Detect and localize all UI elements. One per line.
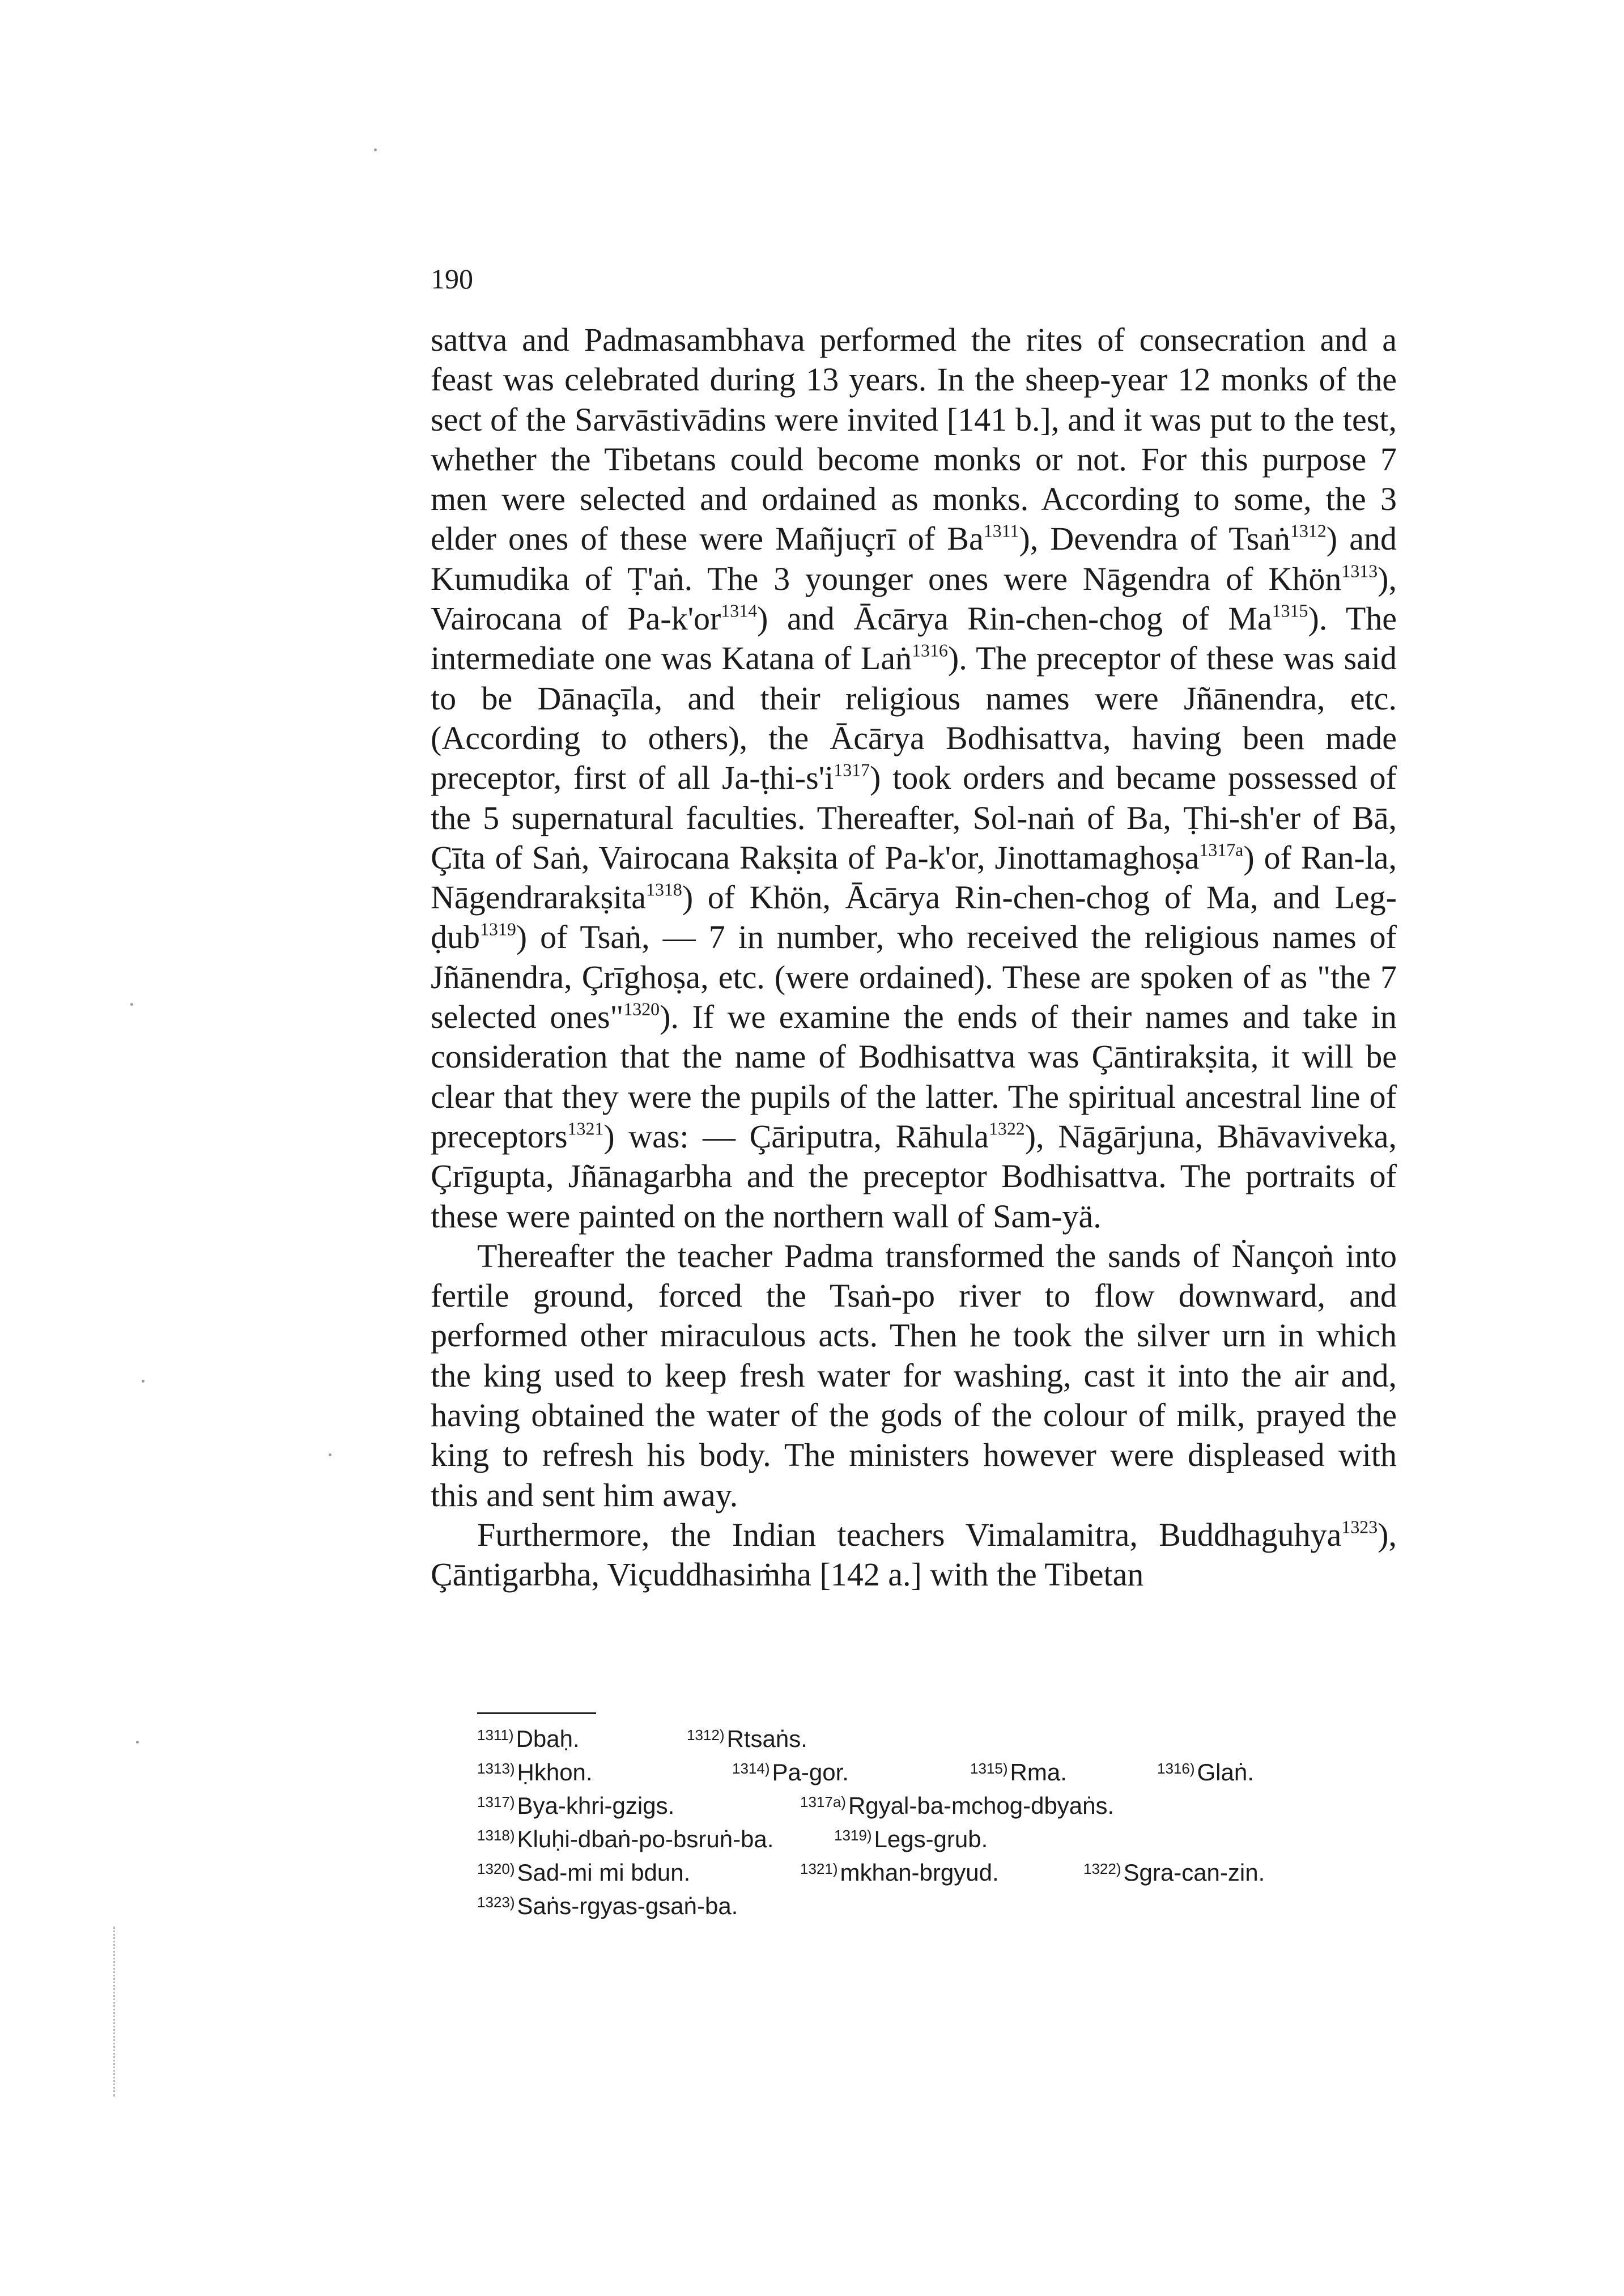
footnote — [477, 1821, 834, 1854]
footnote-line — [477, 1887, 1406, 1921]
footnote-number: 1319) — [834, 1827, 872, 1844]
footnote-number: 1311) — [477, 1727, 514, 1744]
footnote — [477, 1720, 687, 1754]
footnote — [800, 1854, 1083, 1887]
footnote-text: Saṅs-rgyas-gsaṅ-ba. — [517, 1893, 738, 1919]
paragraph: sattva and Padmasambhava performed the rites of consecration and a feast was celebrated during 13 years. In the sheep-year 12 monks of the sect of the Sarvāstivādins were invited [141 b.], and it was put to the test, whether the Tibetans could become monks or not. For this purpose 7 men were selected and ordained as monks. According to some, the 3 elder ones of these were Mañjuçrī of $Ba^{1311}$), Devendra of Tsaṅ$^{1312}$) and Kumudika of Ṭ'aṅ. The 3 younger ones were Nāgendra of Khön$^{1313}$), Vairocana of $Pa-k'or^{1314}$) and Ācārya Rin-chen-chog of $Ma^{1315}$). The intermediate one was Katana of Laṅ$^{1316}$). The preceptor of these was said to be Dānaçīla, and their religious names were Jñānendra, etc. (According to others), the Ācārya Bodhisattva, having been made preceptor, first of all $Ja-ṭhi-s'i^{1317}$) took orders and became possessed of the 5 supernatural faculties. Thereafter, Sol-naṅ of Ba, Ṭhi-sh'er of Bā, Çīta of Saṅ, Vairocana Rakṣita of Pa-k'or, Jinottamaghoṣa$^{1317a}$) of Ran-la, Nāgendrarakṣita$^{1318}$) of Khön, Ācārya Rin-chen-chog of Ma, and Leg-ḍub$^{1319}$) of Tsaṅ, — 7 in number, who received the religious names of Jñānendra, Çrīghoṣa, etc. (were ordained). These are spoken of as "the 7 selected ones"$^{1320}$). If we examine the ends of their names and take in consideration that the name of Bodhisattva was Çāntirakṣita, it will be clear that they were the pupils of the latter. The spiritual ancestral line of preceptors$^{1321}$) was: — Çāriputra, Rāhula$^{1322}$), Nāgārjuna, Bhāvaviveka, Çrīgupta, Jñānagarbha and the preceptor Bodhisattva. The portraits of these were painted on the northern wall of Sam-yä. — [431, 321, 1397, 1235]
footnote-line — [477, 1754, 1406, 1787]
footnote-ref: 1322 — [988, 1119, 1025, 1139]
footnote-line — [477, 1854, 1406, 1887]
footnote-ref: 1323 — [1341, 1517, 1378, 1537]
footnote-ref: 1312 — [1290, 521, 1327, 542]
footnote — [477, 1754, 732, 1787]
footnote-text: Sad-mi mi bdun. — [517, 1859, 691, 1886]
footnote-text: Rma. — [1010, 1759, 1067, 1785]
footnote — [800, 1787, 1114, 1821]
footnote-line — [477, 1720, 1406, 1754]
paragraph: Furthermore, the Indian teachers Vimalamitra, Buddhaguhya$^{1323}$), Çāntigarbha, Viçuddhasiṁha [142 a.] with the Tibetan — [431, 1516, 1397, 1593]
footnote-number: 1315) — [970, 1760, 1008, 1777]
footnote-number: 1320) — [477, 1860, 515, 1877]
footnote — [1083, 1854, 1265, 1887]
scan-speck — [329, 1453, 331, 1456]
footnote-text: Rtsaṅs. — [726, 1725, 807, 1752]
footnote-number: 1314) — [732, 1760, 770, 1777]
footnote-number: 1322) — [1083, 1860, 1121, 1877]
footnote-ref: 1316 — [912, 641, 948, 661]
page-number: 190 — [431, 263, 473, 295]
footnote — [732, 1754, 970, 1787]
footnote — [687, 1720, 807, 1754]
footnote-text: Sgra-can-zin. — [1123, 1859, 1265, 1886]
body-text — [431, 320, 1397, 1595]
footnote-ref: 1311 — [983, 521, 1019, 542]
footnote-text: Kluḥi-dbaṅ-po-bsruṅ-ba. — [517, 1826, 774, 1852]
footnote-rule — [477, 1712, 596, 1714]
footnote — [477, 1887, 738, 1921]
paragraph: Thereafter the teacher Padma transformed the sands of Ṅançoṅ into fertile ground, forced the Tsaṅ-po river to flow downward, and performed other miraculous acts. Then he took the silver urn in which the king used to keep fresh water for washing, cast it into the air and, having obtained the water of the gods of the colour of milk, prayed the king to refresh his body. The ministers however were displeased with this and sent him away. — [431, 1237, 1397, 1513]
footnote-text: Ḥkhon. — [517, 1759, 593, 1785]
scan-speck — [142, 1380, 144, 1383]
footnote-ref: 1320 — [623, 999, 660, 1019]
footnote-ref: 1321 — [567, 1119, 604, 1139]
footnote-number: 1317a) — [800, 1793, 846, 1810]
footnote-text: Dbaḥ. — [516, 1725, 580, 1752]
footnote-ref: 1319 — [480, 920, 516, 940]
footnote-number: 1313) — [477, 1760, 515, 1777]
scan-margin-marks — [113, 1927, 117, 2097]
footnote-number: 1316) — [1157, 1760, 1195, 1777]
footnote-ref: 1313 — [1341, 561, 1378, 581]
scan-speck — [136, 1741, 139, 1744]
footnote-line — [477, 1821, 1406, 1854]
footnote — [834, 1821, 988, 1854]
footnote-number: 1323) — [477, 1894, 515, 1911]
footnote-ref: 1317 — [834, 760, 870, 780]
footnote-number: 1317) — [477, 1793, 515, 1810]
footnote-number: 1318) — [477, 1827, 515, 1844]
footnote — [1157, 1754, 1254, 1787]
footnote-text: Rgyal-ba-mchog-dbyaṅs. — [848, 1792, 1115, 1819]
footnote-ref: 1317a — [1199, 840, 1244, 860]
footnotes — [477, 1720, 1406, 1921]
footnote-text: Glaṅ. — [1197, 1759, 1254, 1785]
footnote — [477, 1854, 800, 1887]
footnote-number: 1312) — [687, 1727, 725, 1744]
footnote-text: Pa-gor. — [772, 1759, 849, 1785]
footnote-ref: 1315 — [1272, 601, 1308, 621]
footnote — [477, 1787, 800, 1821]
footnote — [970, 1754, 1157, 1787]
scan-speck — [130, 1003, 133, 1006]
footnote-text: Legs-grub. — [874, 1826, 988, 1852]
scan-speck — [374, 148, 377, 151]
footnote-number: 1321) — [800, 1860, 838, 1877]
footnote-text: Bya-khri-gzigs. — [517, 1792, 675, 1819]
footnote-ref: 1318 — [646, 879, 682, 900]
footnote-line — [477, 1787, 1406, 1821]
footnote-ref: 1314 — [721, 601, 758, 621]
footnote-text: mkhan-brgyud. — [840, 1859, 999, 1886]
